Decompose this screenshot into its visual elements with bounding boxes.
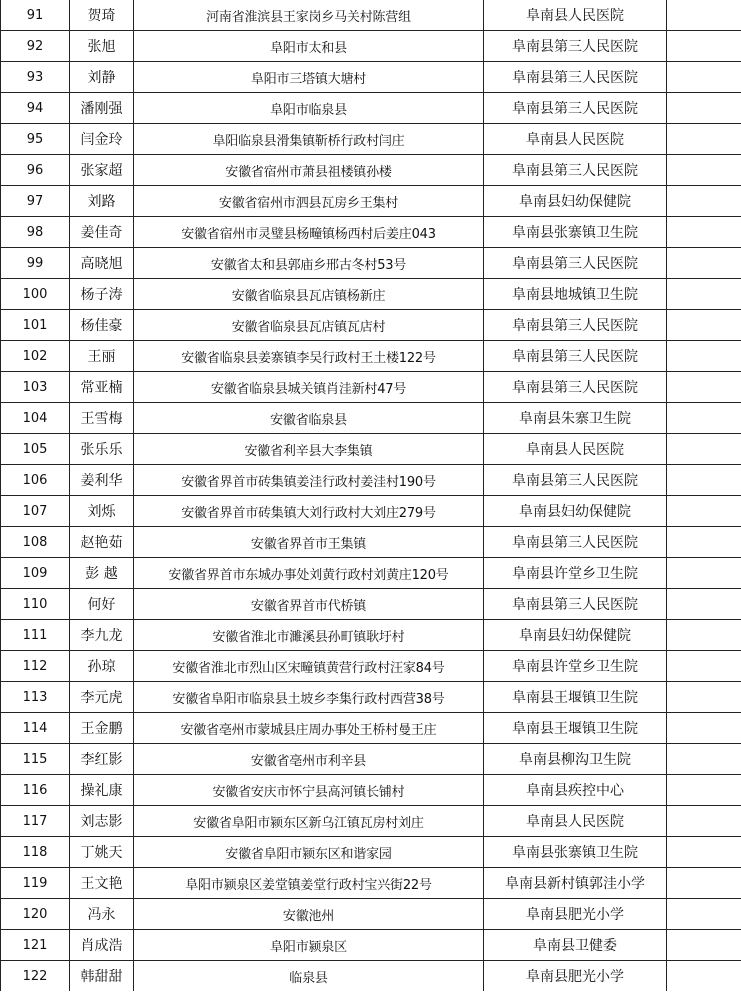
- name-cell: 冯永: [70, 899, 134, 930]
- row-number-cell: 117: [1, 806, 70, 837]
- row-number-cell: 107: [1, 496, 70, 527]
- address-cell: 安徽省淮北市烈山区宋疃镇黄营行政村汪家84号: [134, 651, 484, 682]
- name-cell: 闫金玲: [70, 124, 134, 155]
- work-unit-cell: 阜南县新村镇郭洼小学: [484, 868, 667, 899]
- work-unit-cell: 阜南县第三人民医院: [484, 155, 667, 186]
- name-cell: 刘志影: [70, 806, 134, 837]
- row-number-cell: 120: [1, 899, 70, 930]
- name-cell: 操礼康: [70, 775, 134, 806]
- blank-cell: [667, 682, 741, 713]
- address-cell: 安徽省太和县郭庙乡邢古冬村53号: [134, 248, 484, 279]
- row-number-cell: 116: [1, 775, 70, 806]
- row-number-cell: 99: [1, 248, 70, 279]
- name-cell: 王文艳: [70, 868, 134, 899]
- row-number-cell: 104: [1, 403, 70, 434]
- address-cell: 阜阳临泉县滑集镇靳桥行政村闫庄: [134, 124, 484, 155]
- row-number-cell: 119: [1, 868, 70, 899]
- row-number-cell: 114: [1, 713, 70, 744]
- address-cell: 安徽省临泉县城关镇肖洼新村47号: [134, 372, 484, 403]
- blank-cell: [667, 744, 741, 775]
- address-cell: 安徽池州: [134, 899, 484, 930]
- address-cell: 安徽省界首市王集镇: [134, 527, 484, 558]
- row-number-cell: 106: [1, 465, 70, 496]
- work-unit-cell: 阜南县王堰镇卫生院: [484, 682, 667, 713]
- blank-cell: [667, 186, 741, 217]
- name-cell: 赵艳茹: [70, 527, 134, 558]
- name-cell: 李九龙: [70, 620, 134, 651]
- row-number-cell: 105: [1, 434, 70, 465]
- address-cell: 安徽省宿州市泗县瓦房乡王集村: [134, 186, 484, 217]
- table-row: [1, 372, 741, 403]
- table-row: [1, 465, 741, 496]
- name-cell: 韩甜甜: [70, 961, 134, 992]
- name-cell: 彭 越: [70, 558, 134, 589]
- table-row: [1, 93, 741, 124]
- table-row: [1, 558, 741, 589]
- name-cell: 潘刚强: [70, 93, 134, 124]
- name-cell: 刘静: [70, 62, 134, 93]
- name-cell: 姜利华: [70, 465, 134, 496]
- name-cell: 丁姚天: [70, 837, 134, 868]
- blank-cell: [667, 961, 741, 992]
- name-cell: 李元虎: [70, 682, 134, 713]
- address-cell: 安徽省亳州市利辛县: [134, 744, 484, 775]
- address-cell: 安徽省界首市砖集镇姜洼行政村姜洼村190号: [134, 465, 484, 496]
- name-cell: 张旭: [70, 31, 134, 62]
- row-number-cell: 112: [1, 651, 70, 682]
- table-row: [1, 775, 741, 806]
- work-unit-cell: 阜南县人民医院: [484, 124, 667, 155]
- table-row: [1, 930, 741, 961]
- work-unit-cell: 阜南县第三人民医院: [484, 93, 667, 124]
- row-number-cell: 111: [1, 620, 70, 651]
- blank-cell: [667, 806, 741, 837]
- blank-cell: [667, 651, 741, 682]
- address-cell: 安徽省阜阳市颍东区和谐家园: [134, 837, 484, 868]
- address-cell: 安徽省界首市砖集镇大刘行政村大刘庄279号: [134, 496, 484, 527]
- blank-cell: [667, 403, 741, 434]
- row-number-cell: 113: [1, 682, 70, 713]
- work-unit-cell: 阜南县卫健委: [484, 930, 667, 961]
- name-cell: 王金鹏: [70, 713, 134, 744]
- blank-cell: [667, 899, 741, 930]
- row-number-cell: 109: [1, 558, 70, 589]
- address-cell: 临泉县: [134, 961, 484, 992]
- work-unit-cell: 阜南县第三人民医院: [484, 372, 667, 403]
- name-cell: 刘烁: [70, 496, 134, 527]
- address-cell: 安徽省淮北市濉溪县孙町镇耿圩村: [134, 620, 484, 651]
- name-cell: 杨佳豪: [70, 310, 134, 341]
- blank-cell: [667, 62, 741, 93]
- blank-cell: [667, 434, 741, 465]
- table-row: [1, 310, 741, 341]
- blank-cell: [667, 527, 741, 558]
- row-number-cell: 121: [1, 930, 70, 961]
- name-cell: 张乐乐: [70, 434, 134, 465]
- work-unit-cell: 阜南县许堂乡卫生院: [484, 651, 667, 682]
- row-number-cell: 97: [1, 186, 70, 217]
- work-unit-cell: 阜南县第三人民医院: [484, 310, 667, 341]
- address-cell: 安徽省亳州市蒙城县庄周办事处王桥村曼王庄: [134, 713, 484, 744]
- address-cell: 阜阳市三塔镇大塘村: [134, 62, 484, 93]
- table-row: [1, 682, 741, 713]
- work-unit-cell: 阜南县柳沟卫生院: [484, 744, 667, 775]
- work-unit-cell: 阜南县第三人民医院: [484, 62, 667, 93]
- name-cell: 王雪梅: [70, 403, 134, 434]
- table-row: [1, 651, 741, 682]
- work-unit-cell: 阜南县肥光小学: [484, 899, 667, 930]
- blank-cell: [667, 837, 741, 868]
- table-row: [1, 837, 741, 868]
- blank-cell: [667, 465, 741, 496]
- name-cell: 常亚楠: [70, 372, 134, 403]
- name-cell: 刘路: [70, 186, 134, 217]
- name-cell: 孙琼: [70, 651, 134, 682]
- row-number-cell: 93: [1, 62, 70, 93]
- row-number-cell: 92: [1, 31, 70, 62]
- table-row: [1, 248, 741, 279]
- blank-cell: [667, 279, 741, 310]
- blank-cell: [667, 713, 741, 744]
- row-number-cell: 122: [1, 961, 70, 992]
- name-cell: 高晓旭: [70, 248, 134, 279]
- work-unit-cell: 阜南县张寨镇卫生院: [484, 217, 667, 248]
- table-row: [1, 589, 741, 620]
- row-number-cell: 98: [1, 217, 70, 248]
- row-number-cell: 102: [1, 341, 70, 372]
- work-unit-cell: 阜南县第三人民医院: [484, 31, 667, 62]
- table-row: [1, 713, 741, 744]
- work-unit-cell: 阜南县第三人民医院: [484, 589, 667, 620]
- blank-cell: [667, 620, 741, 651]
- work-unit-cell: 阜南县第三人民医院: [484, 341, 667, 372]
- table-row: [1, 806, 741, 837]
- table-row: [1, 961, 741, 992]
- blank-cell: [667, 93, 741, 124]
- blank-cell: [667, 868, 741, 899]
- address-cell: 安徽省宿州市灵璧县杨疃镇杨西村后姜庄043: [134, 217, 484, 248]
- table-row: [1, 899, 741, 930]
- blank-cell: [667, 589, 741, 620]
- work-unit-cell: 阜南县地城镇卫生院: [484, 279, 667, 310]
- blank-cell: [667, 248, 741, 279]
- work-unit-cell: 阜南县肥光小学: [484, 961, 667, 992]
- name-cell: 杨子涛: [70, 279, 134, 310]
- address-cell: 安徽省界首市东城办事处刘黄行政村刘黄庄120号: [134, 558, 484, 589]
- work-unit-cell: 阜南县第三人民医院: [484, 248, 667, 279]
- table-row: [1, 620, 741, 651]
- name-cell: 姜佳奇: [70, 217, 134, 248]
- work-unit-cell: 阜南县妇幼保健院: [484, 496, 667, 527]
- row-number-cell: 115: [1, 744, 70, 775]
- blank-cell: [667, 341, 741, 372]
- table-row: [1, 186, 741, 217]
- address-cell: 安徽省阜阳市颍东区新乌江镇瓦房村刘庄: [134, 806, 484, 837]
- table-row: [1, 279, 741, 310]
- blank-cell: [667, 310, 741, 341]
- name-cell: 贺琦: [70, 0, 134, 31]
- name-cell: 王丽: [70, 341, 134, 372]
- work-unit-cell: 阜南县疾控中心: [484, 775, 667, 806]
- address-cell: 阜阳市颍泉区姜堂镇姜堂行政村宝兴街22号: [134, 868, 484, 899]
- row-number-cell: 118: [1, 837, 70, 868]
- address-cell: 阜阳市颍泉区: [134, 930, 484, 961]
- table-row: [1, 868, 741, 899]
- address-cell: 阜阳市临泉县: [134, 93, 484, 124]
- address-cell: 安徽省临泉县瓦店镇瓦店村: [134, 310, 484, 341]
- address-cell: 安徽省临泉县姜寨镇李吴行政村王土楼122号: [134, 341, 484, 372]
- address-cell: 安徽省阜阳市临泉县土坡乡李集行政村西营38号: [134, 682, 484, 713]
- name-cell: 张家超: [70, 155, 134, 186]
- blank-cell: [667, 496, 741, 527]
- address-cell: 阜阳市太和县: [134, 31, 484, 62]
- address-cell: 安徽省临泉县瓦店镇杨新庄: [134, 279, 484, 310]
- table-row: [1, 403, 741, 434]
- work-unit-cell: 阜南县人民医院: [484, 434, 667, 465]
- work-unit-cell: 阜南县第三人民医院: [484, 527, 667, 558]
- blank-cell: [667, 930, 741, 961]
- work-unit-cell: 阜南县第三人民医院: [484, 465, 667, 496]
- address-cell: 安徽省界首市代桥镇: [134, 589, 484, 620]
- address-cell: 河南省淮滨县王家岗乡马关村陈营组: [134, 0, 484, 31]
- table-row: [1, 341, 741, 372]
- row-number-cell: 91: [1, 0, 70, 31]
- address-cell: 安徽省利辛县大李集镇: [134, 434, 484, 465]
- blank-cell: [667, 155, 741, 186]
- blank-cell: [667, 372, 741, 403]
- work-unit-cell: 阜南县许堂乡卫生院: [484, 558, 667, 589]
- work-unit-cell: 阜南县妇幼保健院: [484, 186, 667, 217]
- address-cell: 安徽省安庆市怀宁县高河镇长铺村: [134, 775, 484, 806]
- address-cell: 安徽省临泉县: [134, 403, 484, 434]
- name-cell: 李红影: [70, 744, 134, 775]
- work-unit-cell: 阜南县妇幼保健院: [484, 620, 667, 651]
- table-row: [1, 527, 741, 558]
- row-number-cell: 110: [1, 589, 70, 620]
- table-row: [1, 0, 741, 31]
- row-number-cell: 103: [1, 372, 70, 403]
- table-row: [1, 31, 741, 62]
- address-cell: 安徽省宿州市萧县祖楼镇孙楼: [134, 155, 484, 186]
- work-unit-cell: 阜南县人民医院: [484, 806, 667, 837]
- table-row: [1, 496, 741, 527]
- table-row: [1, 434, 741, 465]
- table-row: [1, 744, 741, 775]
- blank-cell: [667, 0, 741, 31]
- blank-cell: [667, 775, 741, 806]
- row-number-cell: 94: [1, 93, 70, 124]
- row-number-cell: 96: [1, 155, 70, 186]
- work-unit-cell: 阜南县张寨镇卫生院: [484, 837, 667, 868]
- blank-cell: [667, 217, 741, 248]
- blank-cell: [667, 124, 741, 155]
- roster-body: [1, 0, 741, 991]
- work-unit-cell: 阜南县王堰镇卫生院: [484, 713, 667, 744]
- row-number-cell: 100: [1, 279, 70, 310]
- table-row: [1, 217, 741, 248]
- blank-cell: [667, 31, 741, 62]
- name-cell: 肖成浩: [70, 930, 134, 961]
- work-unit-cell: 阜南县人民医院: [484, 0, 667, 31]
- row-number-cell: 95: [1, 124, 70, 155]
- work-unit-cell: 阜南县朱寨卫生院: [484, 403, 667, 434]
- table-row: [1, 155, 741, 186]
- row-number-cell: 101: [1, 310, 70, 341]
- table-row: [1, 62, 741, 93]
- name-cell: 何好: [70, 589, 134, 620]
- blank-cell: [667, 558, 741, 589]
- table-row: [1, 124, 741, 155]
- row-number-cell: 108: [1, 527, 70, 558]
